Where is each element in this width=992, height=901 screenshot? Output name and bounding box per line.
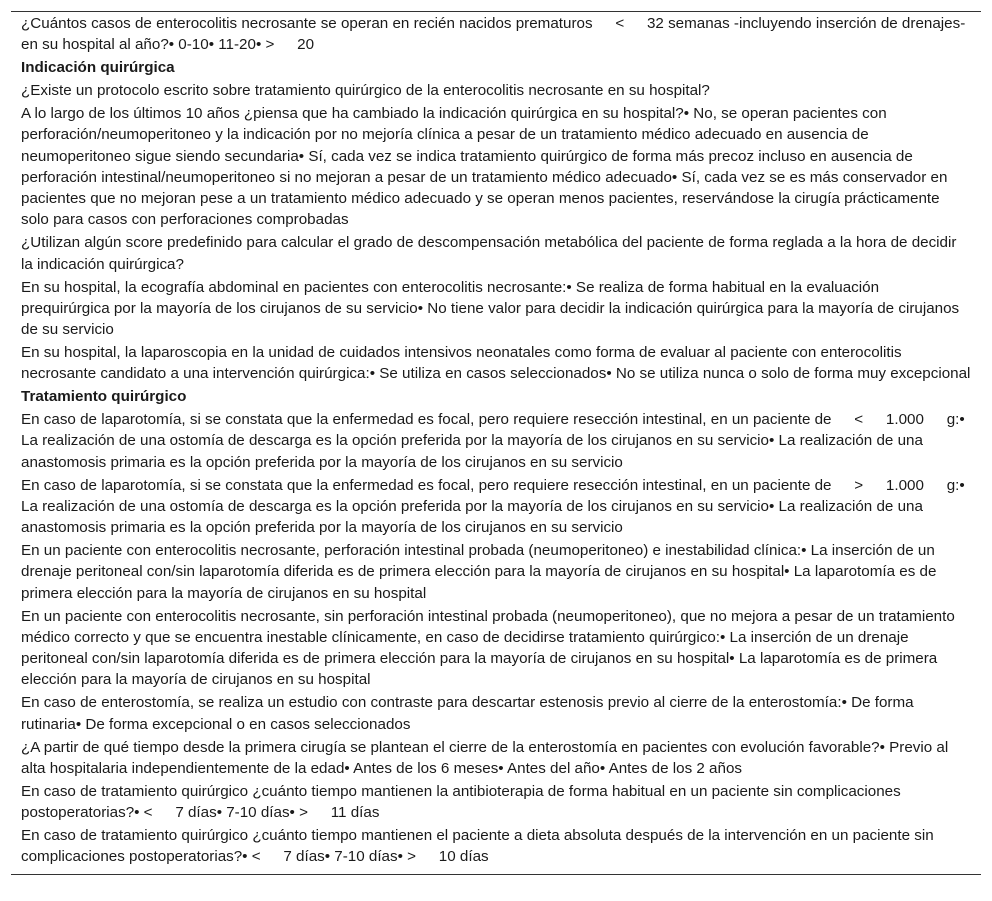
- question-laparotomy-under-1000g: En caso de laparotomía, si se constata que la enfermedad es focal, pero requiere resección intestinal, en un paciente de < 1.000 g:• La realización de una ostomía de descarga es la opción preferida por la mayoría de los cirujanos en su servicio• La realización de una anastomosis primaria es la opción preferida por la mayoría de los cirujanos en su servicio: [21, 411, 965, 471]
- question-abdominal-ultrasound: En su hospital, la ecografía abdominal en pacientes con enterocolitis necrosante:• Se realiza de forma habitual en la evaluación prequirúrgica por la mayoría de los cirujanos de su servicio• No tiene valor para decidir la indicación quirúrgica para la mayoría de cirujanos de su servicio: [21, 278, 960, 339]
- question-metabolic-score: ¿Utilizan algún score predefinido para calcular el grado de descompensación metabólica del paciente de forma reglada a la hora de decidir la indicación quirúrgica?: [21, 234, 957, 273]
- question-enterostomy-closure-timing: ¿A partir de qué tiempo desde la primera cirugía se plantean el cierre de la enterostomía en pacientes con evolución favorable?• Previo al alta hospitalaria independientemente de la edad• Antes de los 6 meses• Antes del año• Antes de los 2 años: [21, 738, 949, 777]
- question-perforation-instability: En un paciente con enterocolitis necrosante, perforación intestinal probada (neumoperitoneo) e inestabilidad clínica:• La inserción de un drenaje peritoneal con/sin laparotomía diferida es de primera elección para la mayoría de cirujanos en su hospital• La laparotomía es de primera elección para la mayoría de cirujanos en su hospital: [21, 542, 937, 602]
- section-heading-surgical-treatment: Tratamiento quirúrgico: [21, 388, 187, 406]
- question-nicu-laparoscopy: En su hospital, la laparoscopia en la unidad de cuidados intensivos neonatales como forma de evaluar al paciente con enterocolitis necrosante candidato a una intervención quirúrgica:• Se utiliza en casos seleccionados• No se utiliza nunca o solo de forma muy excepcional: [21, 344, 971, 383]
- question-antibiotic-duration: En caso de tratamiento quirúrgico ¿cuánto tiempo mantienen la antibioterapia de forma habitual en un paciente sin complicaciones postoperatorias?• < 7 días• 7-10 días• > 11 días: [21, 782, 901, 821]
- survey-table: [11, 11, 981, 875]
- question-cases-per-year: ¿Cuántos casos de enterocolitis necrosante se operan en recién nacidos prematuros < 32 semanas -incluyendo inserción de drenajes- en su hospital al año?• 0-10• 11-20• > 20: [21, 15, 966, 54]
- question-no-perforation-unstable: En un paciente con enterocolitis necrosante, sin perforación intestinal probada (neumoperitoneo), que no mejora a pesar de un tratamiento médico correcto y que se encuentra inestable clínicamente, en caso de decidirse tratamiento quirúrgico:• La inserción de un drenaje peritoneal con/sin laparotomía diferida es de primera elección para la mayoría de cirujanos en su hospital• La laparotomía es de primera elección para la mayoría de cirujanos en su hospital: [21, 607, 955, 689]
- question-indication-change: A lo largo de los últimos 10 años ¿piensa que ha cambiado la indicación quirúrgica en su hospital?• No, se operan pacientes con perforación/neumoperitoneo y la indicación por no mejoría clínica a pesar de un tratamiento médico adecuado en ausencia de neumoperitoneo sigue siendo secundaria• Sí, cada vez se indica tratamiento quirúrgico de forma más precoz incluso en ausencia de perforación intestinal/neumoperitoneo si no mejoran a pesar de un tratamiento médico adecuado• Sí, cada vez se es más conservador en pacientes que no mejoran pese a un tratamiento médico adecuado y se operan menos pacientes, reservándose la cirugía prácticamente solo para casos con perforaciones comprobadas: [21, 104, 948, 229]
- question-written-protocol: ¿Existe un protocolo escrito sobre tratamiento quirúrgico de la enterocolitis necrosante en su hospital?: [21, 82, 710, 100]
- question-fasting-duration: En caso de tratamiento quirúrgico ¿cuánto tiempo mantienen el paciente a dieta absoluta después de la intervención en un paciente sin complicaciones postoperatorias?• < 7 días• 7-10 días• > 10 días: [21, 826, 934, 866]
- question-laparotomy-over-1000g: En caso de laparotomía, si se constata que la enfermedad es focal, pero requiere resección intestinal, en un paciente de > 1.000 g:• La realización de una ostomía de descarga es la opción preferida por la mayoría de los cirujanos en su servicio• La realización de una anastomosis primaria es la opción preferida por la mayoría de los cirujanos en su servicio: [21, 476, 965, 537]
- question-contrast-study: En caso de enterostomía, se realiza un estudio con contraste para descartar estenosis previo al cierre de la enterostomía:• De forma rutinaria• De forma excepcional o en casos seleccionados: [21, 694, 914, 733]
- section-heading-surgical-indication: Indicación quirúrgica: [21, 59, 175, 77]
